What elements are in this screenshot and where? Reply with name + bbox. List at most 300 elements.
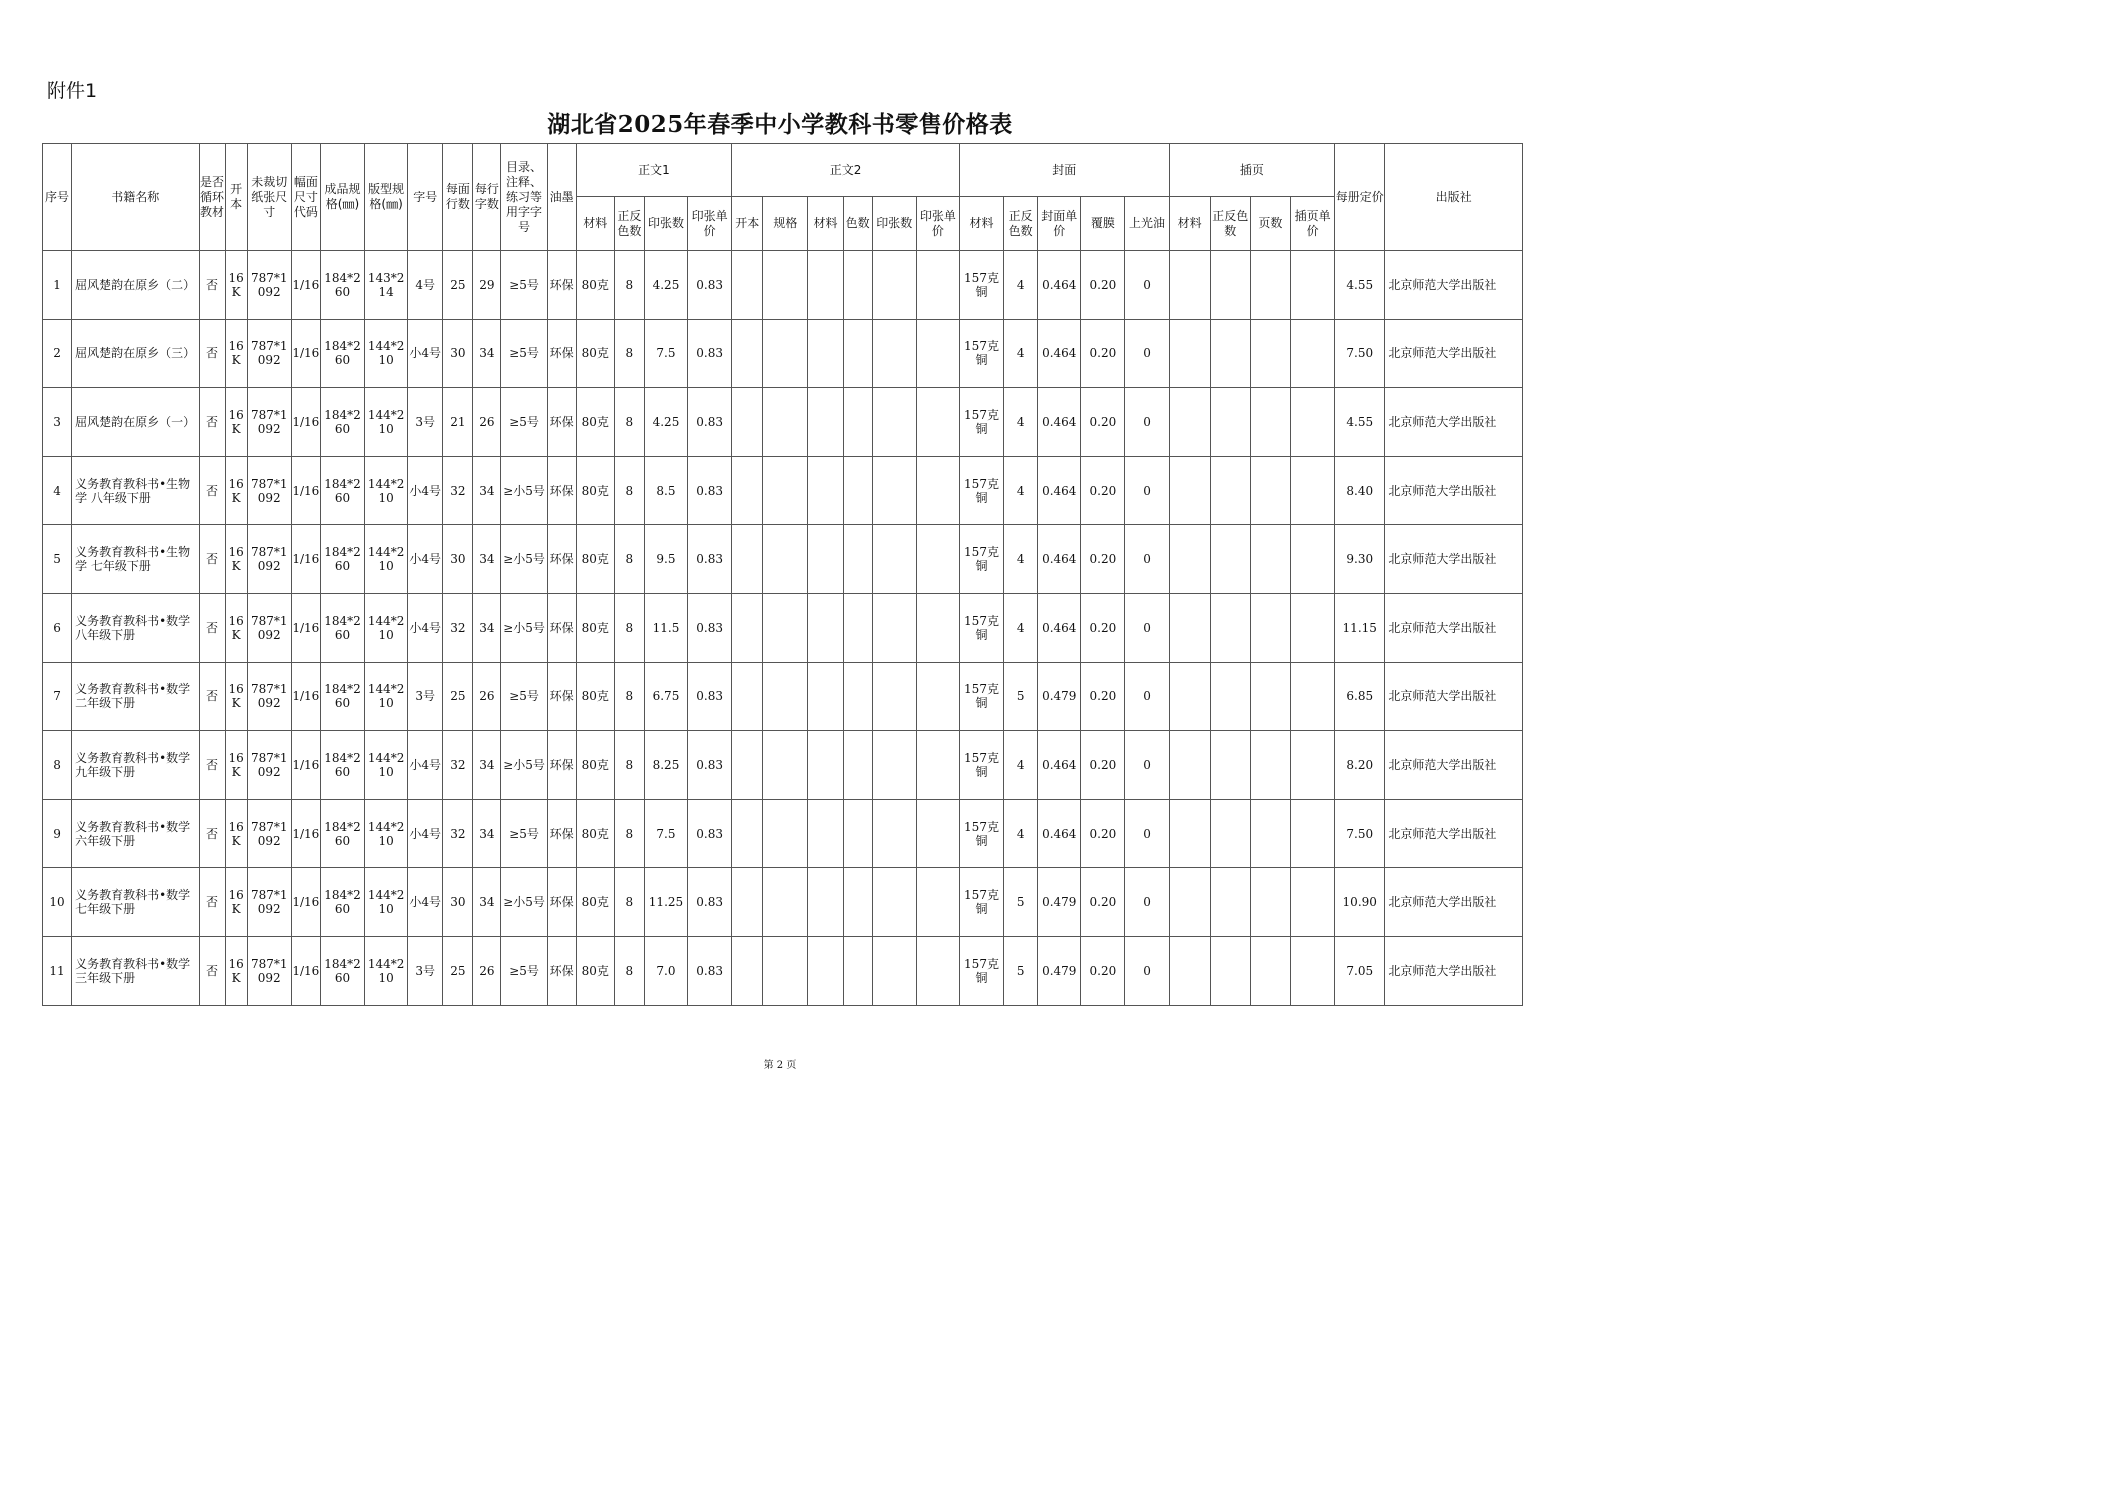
table-row [43, 251, 1523, 320]
cell-cover-film: 0.20 [1081, 936, 1125, 1005]
cell-body1-unit-price: 0.83 [688, 593, 732, 662]
cell-finished-size: 184*260 [320, 799, 364, 868]
cell-lines-per-page: 32 [443, 456, 473, 525]
cell-recycle: 否 [199, 799, 225, 868]
cell-body1-material: 80克 [576, 525, 614, 594]
cell-finished-size: 184*260 [320, 319, 364, 388]
cell-body1-unit-price: 0.83 [688, 662, 732, 731]
cell-finished-size: 184*260 [320, 388, 364, 457]
cell-lines-per-page: 25 [443, 662, 473, 731]
cell-toc-font: ≥5号 [501, 388, 547, 457]
cell-insert-colors [1210, 799, 1250, 868]
cell-body1-colors: 8 [614, 868, 644, 937]
cell-finished-size: 184*260 [320, 936, 364, 1005]
cell-publisher: 北京师范大学出版社 [1385, 388, 1523, 457]
cell-body1-unit-price: 0.83 [688, 388, 732, 457]
header-lines-per-page: 每面行数 [443, 144, 473, 251]
cell-cover-unit-price: 0.464 [1038, 319, 1081, 388]
cell-insert-pages [1250, 936, 1290, 1005]
cell-body2-colors [843, 319, 872, 388]
cell-body2-unit-price [916, 525, 959, 594]
table-row [43, 868, 1523, 937]
cell-insert-unit-price [1291, 388, 1335, 457]
cell-insert-pages [1250, 251, 1290, 320]
cell-body2-kaiben [732, 525, 763, 594]
cell-seq: 4 [43, 456, 72, 525]
cell-body1-material: 80克 [576, 662, 614, 731]
cell-cover-film: 0.20 [1081, 319, 1125, 388]
cell-layout-size: 144*210 [365, 525, 408, 594]
cell-body2-unit-price [916, 388, 959, 457]
cell-price: 8.20 [1335, 731, 1385, 800]
cell-toc-font: ≥小5号 [501, 525, 547, 594]
cell-cover-unit-price: 0.464 [1038, 525, 1081, 594]
cell-finished-size: 184*260 [320, 456, 364, 525]
cell-cover-colors: 4 [1004, 525, 1038, 594]
cell-body1-colors: 8 [614, 731, 644, 800]
cell-recycle: 否 [199, 319, 225, 388]
cell-price: 9.30 [1335, 525, 1385, 594]
cell-cover-unit-price: 0.479 [1038, 936, 1081, 1005]
header-insert-pages: 页数 [1250, 197, 1290, 251]
header-body1-sheets: 印张数 [644, 197, 687, 251]
cell-cover-colors: 4 [1004, 388, 1038, 457]
cell-body2-sheets [872, 868, 916, 937]
cell-ink: 环保 [547, 388, 576, 457]
cell-body1-unit-price: 0.83 [688, 456, 732, 525]
cell-cover-unit-price: 0.464 [1038, 799, 1081, 868]
cell-body1-colors: 8 [614, 251, 644, 320]
cell-body2-material [808, 388, 843, 457]
cell-body1-sheets: 8.25 [644, 731, 687, 800]
cell-kaiben: 16K [225, 731, 247, 800]
cell-price: 7.50 [1335, 799, 1385, 868]
cell-insert-unit-price [1291, 593, 1335, 662]
cell-recycle: 否 [199, 525, 225, 594]
cell-insert-material [1169, 731, 1210, 800]
cell-body1-unit-price: 0.83 [688, 319, 732, 388]
cell-insert-material [1169, 936, 1210, 1005]
cell-paper-size: 787*1092 [247, 936, 291, 1005]
cell-cover-unit-price: 0.479 [1038, 662, 1081, 731]
cell-cover-film: 0.20 [1081, 251, 1125, 320]
cell-toc-font: ≥5号 [501, 251, 547, 320]
cell-chars-per-line: 34 [473, 525, 501, 594]
cell-insert-material [1169, 525, 1210, 594]
cell-body2-kaiben [732, 662, 763, 731]
cell-publisher: 北京师范大学出版社 [1385, 731, 1523, 800]
cell-cover-film: 0.20 [1081, 662, 1125, 731]
cell-body2-sheets [872, 525, 916, 594]
cell-body2-unit-price [916, 662, 959, 731]
cell-cover-material: 157克铜 [959, 868, 1003, 937]
cell-width-code: 1/16 [291, 251, 320, 320]
cell-cover-gloss: 0 [1125, 525, 1169, 594]
cell-lines-per-page: 25 [443, 936, 473, 1005]
cell-seq: 10 [43, 868, 72, 937]
cell-seq: 11 [43, 936, 72, 1005]
header-chars-per-line: 每行字数 [473, 144, 501, 251]
cell-body2-sheets [872, 936, 916, 1005]
header-body2: 正文2 [732, 144, 960, 197]
cell-insert-material [1169, 662, 1210, 731]
table-row [43, 525, 1523, 594]
cell-body2-sheets [872, 456, 916, 525]
cell-cover-unit-price: 0.479 [1038, 868, 1081, 937]
cell-kaiben: 16K [225, 388, 247, 457]
cell-body2-spec [763, 525, 808, 594]
cell-cover-film: 0.20 [1081, 799, 1125, 868]
cell-cover-gloss: 0 [1125, 936, 1169, 1005]
cell-insert-pages [1250, 662, 1290, 731]
cell-layout-size: 144*210 [365, 868, 408, 937]
cell-insert-unit-price [1291, 456, 1335, 525]
cell-body2-spec [763, 251, 808, 320]
cell-layout-size: 144*210 [365, 388, 408, 457]
cell-cover-film: 0.20 [1081, 731, 1125, 800]
cell-cover-film: 0.20 [1081, 593, 1125, 662]
cell-insert-pages [1250, 456, 1290, 525]
cell-insert-pages [1250, 319, 1290, 388]
cell-insert-pages [1250, 868, 1290, 937]
cell-insert-unit-price [1291, 251, 1335, 320]
cell-paper-size: 787*1092 [247, 868, 291, 937]
header-body1-unit-price: 印张单价 [688, 197, 732, 251]
cell-layout-size: 144*210 [365, 456, 408, 525]
cell-insert-material [1169, 456, 1210, 525]
cell-paper-size: 787*1092 [247, 388, 291, 457]
cell-body2-material [808, 593, 843, 662]
cell-body2-unit-price [916, 319, 959, 388]
cell-cover-unit-price: 0.464 [1038, 456, 1081, 525]
cell-chars-per-line: 34 [473, 731, 501, 800]
cell-lines-per-page: 32 [443, 593, 473, 662]
cell-chars-per-line: 34 [473, 593, 501, 662]
header-body1-material: 材料 [576, 197, 614, 251]
cell-finished-size: 184*260 [320, 251, 364, 320]
cell-body1-sheets: 7.5 [644, 799, 687, 868]
cell-body2-kaiben [732, 593, 763, 662]
cell-insert-material [1169, 868, 1210, 937]
cell-cover-colors: 4 [1004, 319, 1038, 388]
header-body2-unit-price: 印张单价 [916, 197, 959, 251]
cell-width-code: 1/16 [291, 456, 320, 525]
cell-insert-colors [1210, 731, 1250, 800]
cell-body1-unit-price: 0.83 [688, 799, 732, 868]
cell-body1-colors: 8 [614, 319, 644, 388]
cell-toc-font: ≥5号 [501, 936, 547, 1005]
cell-width-code: 1/16 [291, 799, 320, 868]
cell-paper-size: 787*1092 [247, 799, 291, 868]
cell-insert-pages [1250, 525, 1290, 594]
cell-insert-material [1169, 799, 1210, 868]
cell-insert-colors [1210, 251, 1250, 320]
cell-body2-material [808, 662, 843, 731]
cell-body1-colors: 8 [614, 388, 644, 457]
cell-name: 义务教育教科书•生物学 八年级下册 [72, 456, 199, 525]
header-price: 每册定价 [1335, 144, 1385, 251]
cell-name: 屈风楚韵在原乡（一） [72, 388, 199, 457]
cell-font-size: 小4号 [408, 799, 443, 868]
header-body2-colors: 色数 [843, 197, 872, 251]
cell-body1-material: 80克 [576, 868, 614, 937]
cell-chars-per-line: 34 [473, 868, 501, 937]
cell-recycle: 否 [199, 662, 225, 731]
cell-seq: 9 [43, 799, 72, 868]
header-width-code: 幅面尺寸代码 [291, 144, 320, 251]
cell-cover-colors: 4 [1004, 456, 1038, 525]
cell-body2-kaiben [732, 251, 763, 320]
cell-publisher: 北京师范大学出版社 [1385, 525, 1523, 594]
cell-name: 义务教育教科书•数学 三年级下册 [72, 936, 199, 1005]
cell-ink: 环保 [547, 936, 576, 1005]
cell-insert-pages [1250, 731, 1290, 800]
cell-body2-material [808, 525, 843, 594]
cell-ink: 环保 [547, 593, 576, 662]
cell-price: 7.05 [1335, 936, 1385, 1005]
cell-body2-kaiben [732, 799, 763, 868]
cell-body2-unit-price [916, 251, 959, 320]
cell-seq: 7 [43, 662, 72, 731]
cell-body1-colors: 8 [614, 799, 644, 868]
cell-body1-sheets: 6.75 [644, 662, 687, 731]
cell-layout-size: 144*210 [365, 593, 408, 662]
cell-body2-sheets [872, 731, 916, 800]
cell-width-code: 1/16 [291, 936, 320, 1005]
header-cover-colors: 正反色数 [1004, 197, 1038, 251]
cell-recycle: 否 [199, 456, 225, 525]
cell-body2-kaiben [732, 731, 763, 800]
cell-cover-material: 157克铜 [959, 319, 1003, 388]
cell-insert-colors [1210, 456, 1250, 525]
cell-insert-material [1169, 251, 1210, 320]
cell-chars-per-line: 34 [473, 456, 501, 525]
cell-insert-unit-price [1291, 868, 1335, 937]
cell-font-size: 小4号 [408, 525, 443, 594]
cell-width-code: 1/16 [291, 388, 320, 457]
cell-cover-film: 0.20 [1081, 456, 1125, 525]
header-seq: 序号 [43, 144, 72, 251]
cell-ink: 环保 [547, 319, 576, 388]
cell-body2-unit-price [916, 456, 959, 525]
cell-lines-per-page: 32 [443, 799, 473, 868]
cell-font-size: 小4号 [408, 593, 443, 662]
header-cover-material: 材料 [959, 197, 1003, 251]
cell-finished-size: 184*260 [320, 662, 364, 731]
cell-insert-pages [1250, 388, 1290, 457]
cell-body2-spec [763, 456, 808, 525]
header-font-size: 字号 [408, 144, 443, 251]
cell-body1-colors: 8 [614, 936, 644, 1005]
cell-chars-per-line: 34 [473, 799, 501, 868]
cell-lines-per-page: 21 [443, 388, 473, 457]
cell-name: 义务教育教科书•数学 二年级下册 [72, 662, 199, 731]
cell-body2-material [808, 799, 843, 868]
cell-toc-font: ≥小5号 [501, 593, 547, 662]
cell-toc-font: ≥小5号 [501, 731, 547, 800]
cell-publisher: 北京师范大学出版社 [1385, 936, 1523, 1005]
cell-price: 4.55 [1335, 388, 1385, 457]
cell-seq: 2 [43, 319, 72, 388]
cell-body2-sheets [872, 251, 916, 320]
cell-body2-sheets [872, 388, 916, 457]
cell-cover-gloss: 0 [1125, 868, 1169, 937]
cell-body2-material [808, 936, 843, 1005]
cell-recycle: 否 [199, 731, 225, 800]
cell-cover-film: 0.20 [1081, 525, 1125, 594]
header-paper-size: 未裁切纸张尺寸 [247, 144, 291, 251]
cell-body1-sheets: 11.5 [644, 593, 687, 662]
cell-kaiben: 16K [225, 319, 247, 388]
cell-paper-size: 787*1092 [247, 456, 291, 525]
cell-kaiben: 16K [225, 936, 247, 1005]
cell-width-code: 1/16 [291, 731, 320, 800]
cell-chars-per-line: 26 [473, 936, 501, 1005]
cell-paper-size: 787*1092 [247, 662, 291, 731]
cell-ink: 环保 [547, 456, 576, 525]
cell-recycle: 否 [199, 251, 225, 320]
cell-body1-material: 80克 [576, 799, 614, 868]
header-body2-spec: 规格 [763, 197, 808, 251]
cell-name: 义务教育教科书•生物学 七年级下册 [72, 525, 199, 594]
cell-body1-material: 80克 [576, 319, 614, 388]
cell-cover-material: 157克铜 [959, 936, 1003, 1005]
cell-body2-unit-price [916, 868, 959, 937]
cell-finished-size: 184*260 [320, 593, 364, 662]
header-body2-material: 材料 [808, 197, 843, 251]
cell-font-size: 3号 [408, 662, 443, 731]
cell-font-size: 小4号 [408, 456, 443, 525]
table-row [43, 799, 1523, 868]
header-cover-film: 覆膜 [1081, 197, 1125, 251]
cell-lines-per-page: 32 [443, 731, 473, 800]
cell-toc-font: ≥小5号 [501, 868, 547, 937]
cell-kaiben: 16K [225, 662, 247, 731]
header-body2-sheets: 印张数 [872, 197, 916, 251]
cell-body1-sheets: 8.5 [644, 456, 687, 525]
cell-price: 11.15 [1335, 593, 1385, 662]
cell-insert-material [1169, 593, 1210, 662]
cell-width-code: 1/16 [291, 319, 320, 388]
cell-lines-per-page: 30 [443, 868, 473, 937]
cell-layout-size: 144*210 [365, 662, 408, 731]
cell-kaiben: 16K [225, 525, 247, 594]
page-number: 第 2 页 [763, 1060, 797, 1071]
cell-body2-spec [763, 319, 808, 388]
cell-body2-spec [763, 868, 808, 937]
cell-cover-gloss: 0 [1125, 593, 1169, 662]
cell-cover-gloss: 0 [1125, 251, 1169, 320]
cell-price: 4.55 [1335, 251, 1385, 320]
cell-layout-size: 144*210 [365, 799, 408, 868]
cell-body2-colors [843, 936, 872, 1005]
cell-publisher: 北京师范大学出版社 [1385, 799, 1523, 868]
cell-publisher: 北京师范大学出版社 [1385, 319, 1523, 388]
cell-finished-size: 184*260 [320, 525, 364, 594]
cell-seq: 1 [43, 251, 72, 320]
cell-name: 屈风楚韵在原乡（三） [72, 319, 199, 388]
header-name: 书籍名称 [72, 144, 199, 251]
cell-body1-material: 80克 [576, 388, 614, 457]
cell-body1-material: 80克 [576, 456, 614, 525]
cell-body1-sheets: 9.5 [644, 525, 687, 594]
header-ink: 油墨 [547, 144, 576, 251]
cell-body2-unit-price [916, 799, 959, 868]
cell-cover-material: 157克铜 [959, 388, 1003, 457]
cell-body2-unit-price [916, 593, 959, 662]
cell-cover-gloss: 0 [1125, 456, 1169, 525]
cell-body1-colors: 8 [614, 662, 644, 731]
cell-body2-colors [843, 868, 872, 937]
cell-insert-unit-price [1291, 319, 1335, 388]
price-table [42, 143, 1523, 1006]
cell-layout-size: 144*210 [365, 936, 408, 1005]
cell-insert-unit-price [1291, 525, 1335, 594]
cell-kaiben: 16K [225, 593, 247, 662]
cell-cover-film: 0.20 [1081, 388, 1125, 457]
header-insert: 插页 [1169, 144, 1335, 197]
header-publisher: 出版社 [1385, 144, 1523, 251]
cell-body2-material [808, 319, 843, 388]
table-row [43, 593, 1523, 662]
cell-price: 7.50 [1335, 319, 1385, 388]
cell-price: 8.40 [1335, 456, 1385, 525]
cell-name: 义务教育教科书•数学 七年级下册 [72, 868, 199, 937]
cell-width-code: 1/16 [291, 868, 320, 937]
cell-kaiben: 16K [225, 799, 247, 868]
cell-body2-spec [763, 388, 808, 457]
cell-body2-spec [763, 731, 808, 800]
table-header [43, 144, 1523, 251]
cell-insert-unit-price [1291, 731, 1335, 800]
table-row [43, 456, 1523, 525]
cell-body1-sheets: 4.25 [644, 388, 687, 457]
cell-layout-size: 143*214 [365, 251, 408, 320]
cell-toc-font: ≥5号 [501, 662, 547, 731]
cell-body1-unit-price: 0.83 [688, 731, 732, 800]
cell-layout-size: 144*210 [365, 319, 408, 388]
cell-cover-colors: 5 [1004, 868, 1038, 937]
cell-cover-gloss: 0 [1125, 799, 1169, 868]
cell-finished-size: 184*260 [320, 731, 364, 800]
cell-cover-material: 157克铜 [959, 593, 1003, 662]
cell-cover-colors: 4 [1004, 593, 1038, 662]
cell-publisher: 北京师范大学出版社 [1385, 662, 1523, 731]
cell-body2-colors [843, 799, 872, 868]
cell-font-size: 3号 [408, 388, 443, 457]
header-cover: 封面 [959, 144, 1169, 197]
cell-recycle: 否 [199, 936, 225, 1005]
cell-toc-font: ≥小5号 [501, 456, 547, 525]
cell-cover-material: 157克铜 [959, 731, 1003, 800]
cell-body2-colors [843, 593, 872, 662]
cell-body2-colors [843, 456, 872, 525]
cell-name: 屈风楚韵在原乡（二） [72, 251, 199, 320]
cell-insert-pages [1250, 593, 1290, 662]
cell-font-size: 小4号 [408, 319, 443, 388]
cell-body1-sheets: 4.25 [644, 251, 687, 320]
cell-body1-colors: 8 [614, 593, 644, 662]
table-row [43, 662, 1523, 731]
cell-body2-spec [763, 662, 808, 731]
cell-kaiben: 16K [225, 251, 247, 320]
cell-cover-unit-price: 0.464 [1038, 388, 1081, 457]
cell-body2-sheets [872, 662, 916, 731]
cell-cover-unit-price: 0.464 [1038, 593, 1081, 662]
cell-body1-colors: 8 [614, 456, 644, 525]
cell-body2-unit-price [916, 731, 959, 800]
cell-paper-size: 787*1092 [247, 593, 291, 662]
